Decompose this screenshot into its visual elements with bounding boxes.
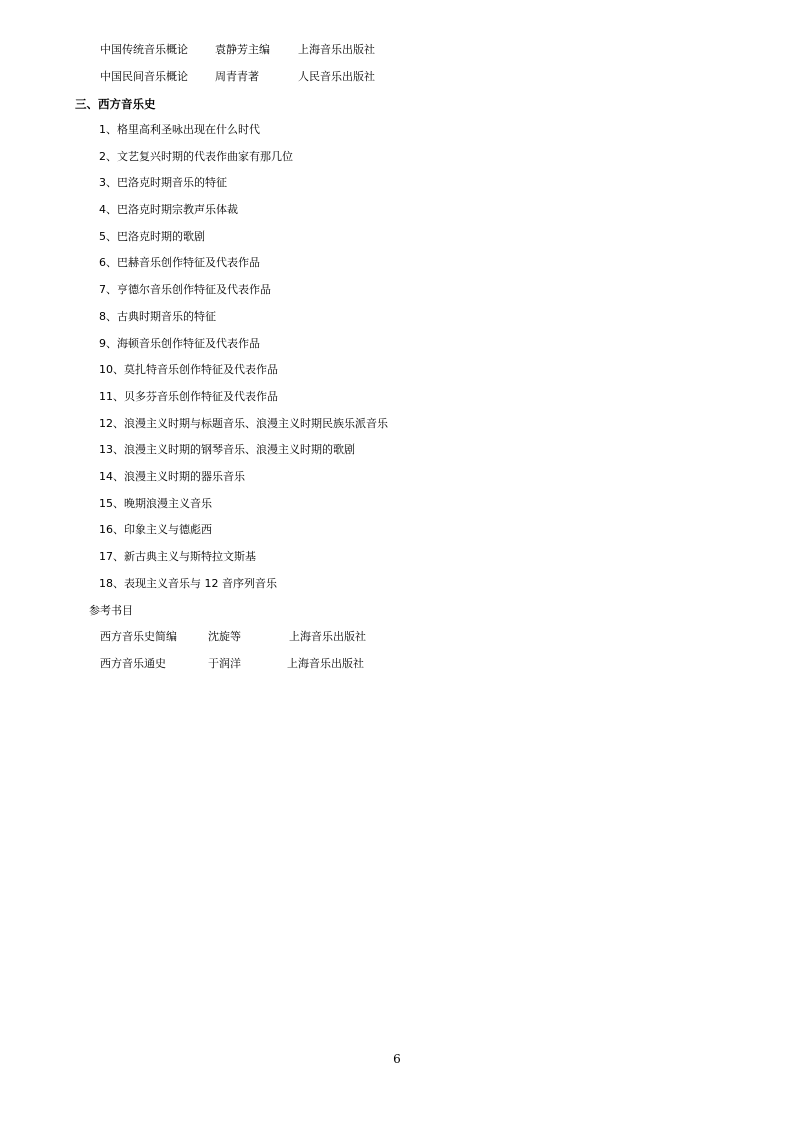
reference-publisher: 人民音乐出版社 bbox=[298, 70, 375, 83]
reference-author: 于润洋 bbox=[208, 657, 241, 670]
question-item: 17、新古典主义与斯特拉文斯基 bbox=[99, 550, 256, 563]
question-item: 6、巴赫音乐创作特征及代表作品 bbox=[99, 256, 260, 270]
question-item: 7、亨德尔音乐创作特征及代表作品 bbox=[99, 283, 271, 297]
question-item: 18、表现主义音乐与 12 音序列音乐 bbox=[99, 576, 277, 590]
question-list bbox=[99, 122, 388, 602]
reference-author: 沈旋等 bbox=[208, 630, 241, 643]
question-item: 16、印象主义与德彪西 bbox=[99, 523, 212, 537]
reference-publisher: 上海音乐出版社 bbox=[287, 657, 364, 670]
question-item: 4、巴洛克时期宗教声乐体裁 bbox=[99, 203, 238, 217]
reference-title: 西方音乐通史 bbox=[100, 657, 166, 670]
question-item: 15、晚期浪漫主义音乐 bbox=[99, 496, 212, 510]
question-item: 10、莫扎特音乐创作特征及代表作品 bbox=[99, 363, 278, 377]
question-item: 12、浪漫主义时期与标题音乐、浪漫主义时期民族乐派音乐 bbox=[99, 416, 388, 430]
question-item: 11、贝多芬音乐创作特征及代表作品 bbox=[99, 389, 278, 403]
question-item: 2、文艺复兴时期的代表作曲家有那几位 bbox=[99, 149, 293, 163]
question-item: 5、巴洛克时期的歌剧 bbox=[99, 229, 205, 243]
section-heading: 三、西方音乐史 bbox=[75, 97, 156, 111]
reference-title: 中国民间音乐概论 bbox=[100, 70, 188, 83]
references-heading: 参考书目 bbox=[89, 604, 133, 617]
question-item: 3、巴洛克时期音乐的特征 bbox=[99, 176, 227, 190]
question-item: 14、浪漫主义时期的器乐音乐 bbox=[99, 469, 245, 483]
question-item: 13、浪漫主义时期的钢琴音乐、浪漫主义时期的歌剧 bbox=[99, 443, 355, 457]
reference-author: 袁静芳主编 bbox=[215, 43, 270, 56]
page-number: 6 bbox=[393, 1052, 401, 1066]
question-item: 8、古典时期音乐的特征 bbox=[99, 309, 216, 323]
reference-title: 西方音乐史简编 bbox=[100, 630, 177, 643]
reference-publisher: 上海音乐出版社 bbox=[298, 43, 375, 56]
reference-publisher: 上海音乐出版社 bbox=[289, 630, 366, 643]
question-item: 9、海顿音乐创作特征及代表作品 bbox=[99, 336, 260, 350]
question-item: 1、格里高利圣咏出现在什么时代 bbox=[99, 123, 260, 136]
reference-title: 中国传统音乐概论 bbox=[100, 43, 188, 56]
reference-author: 周青青著 bbox=[215, 70, 259, 83]
